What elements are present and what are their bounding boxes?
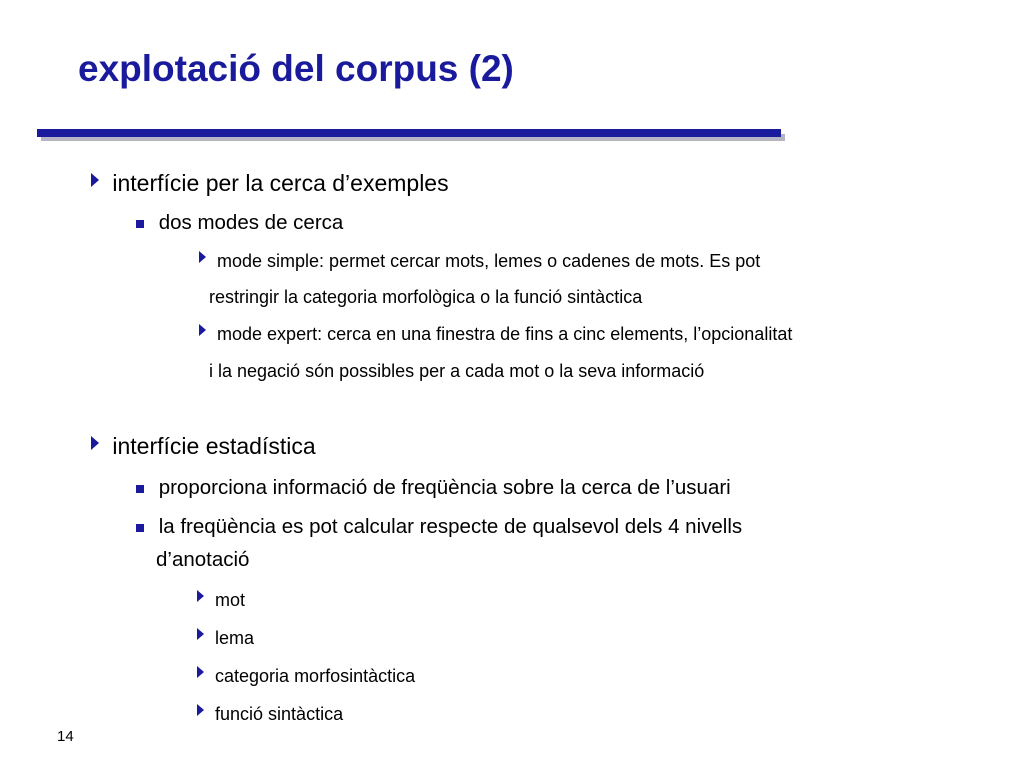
triangle-bullet-icon [197,628,204,640]
triangle-bullet-icon [197,666,204,678]
bullet-text: interfície estadística [112,433,316,459]
sub-sub-bullet-text: mode expert: cerca en una finestra de fins a cinc elements, l’opcionalitat [217,324,793,344]
sub-bullet-item [136,476,731,500]
square-bullet-icon [136,524,144,532]
triangle-bullet-icon [91,173,99,187]
sub-sub-bullet-item [197,628,254,649]
sub-sub-bullet-text: mode simple: permet cercar mots, lemes o cadenes de mots. Es pot [217,251,761,271]
sub-bullet-item [136,515,742,539]
sub-bullet-continuation: d’anotació [156,548,250,571]
sub-bullet-item [136,211,343,235]
sub-sub-bullet-text: categoria morfosintàctica [215,666,416,686]
square-bullet-icon [136,220,144,228]
square-bullet-icon [136,485,144,493]
sub-bullet-text: la freqüència es pot calcular respecte de qualsevol dels 4 nivells [158,515,743,538]
triangle-bullet-icon [91,436,99,450]
sub-sub-bullet-item [199,251,760,272]
triangle-bullet-icon [197,590,204,602]
sub-sub-bullet-item [197,666,415,687]
sub-sub-bullet-item [197,590,245,611]
sub-sub-bullet-item [199,324,792,345]
slide-title: explotació del corpus (2) [78,48,514,89]
sub-sub-bullet-continuation: restringir la categoria morfològica o la funció sintàctica [209,287,643,307]
bullet-item [91,433,316,460]
sub-sub-bullet-text: mot [215,590,246,610]
sub-sub-bullet-text: funció sintàctica [215,704,344,724]
triangle-bullet-icon [199,251,206,263]
triangle-bullet-icon [197,704,204,716]
bullet-text: interfície per la cerca d’exemples [112,170,449,196]
sub-sub-bullet-text: lema [215,628,255,648]
sub-bullet-text: dos modes de cerca [158,211,344,234]
bullet-item [91,170,449,197]
sub-bullet-text: proporciona informació de freqüència sobre la cerca de l’usuari [158,476,731,499]
sub-sub-bullet-continuation: i la negació són possibles per a cada mot o la seva informació [209,361,705,381]
triangle-bullet-icon [199,324,206,336]
sub-sub-bullet-item [197,704,343,725]
title-rule [37,129,781,137]
page-number: 14 [57,728,74,745]
